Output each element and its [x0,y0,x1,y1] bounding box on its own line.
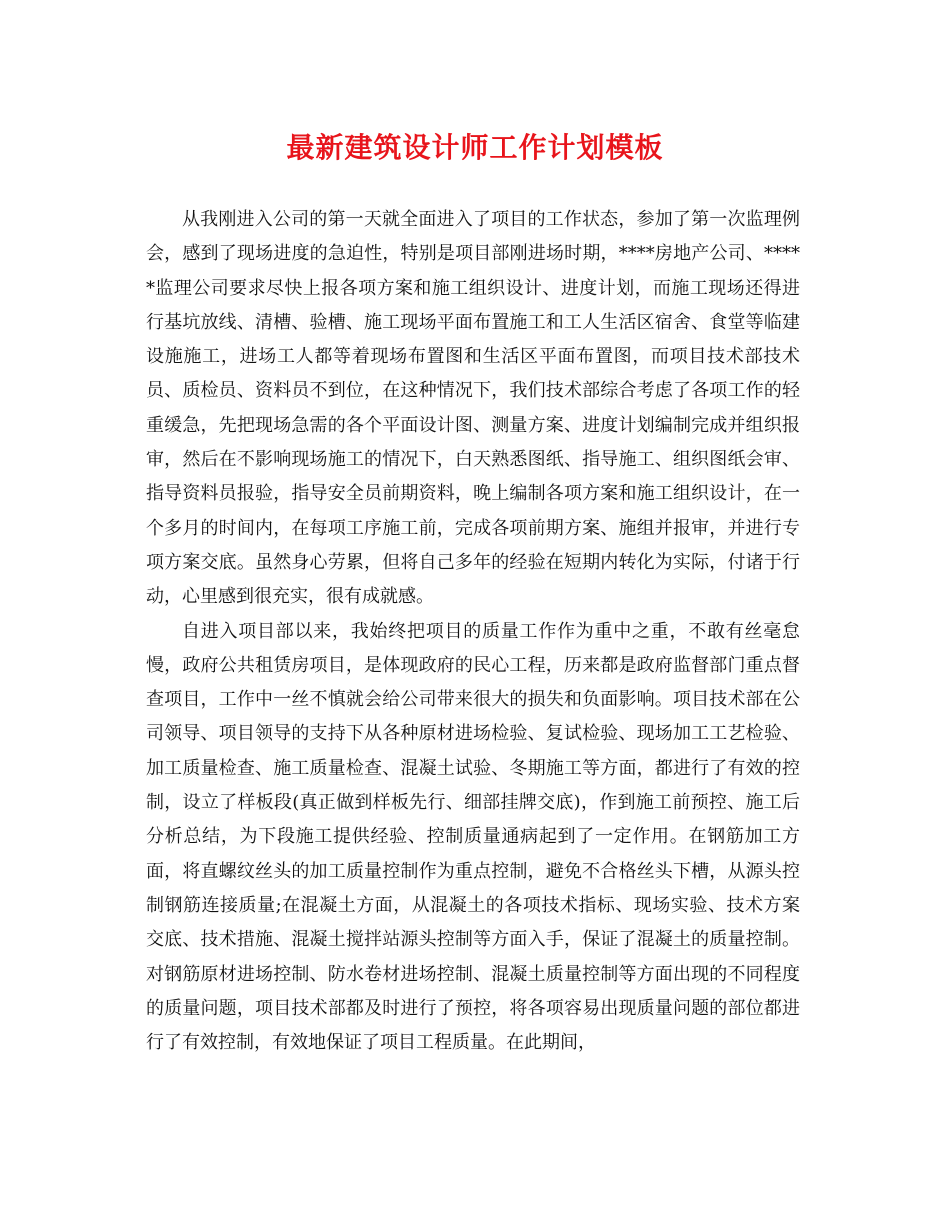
paragraph-1: 从我刚进入公司的第一天就全面进入了项目的工作状态，参加了第一次监理例会，感到了现场进度的急迫性，特别是项目部刚进场时期，****房地产公司、*****监理公司要求尽快上报各项方案和施工组织设计、进度计划，而施工现场还得进行基坑放线、清槽、验槽、施工现场平面布置施工和工人生活区宿舍、食堂等临建设施施工，进场工人都等着现场布置图和生活区平面布置图，而项目技术部技术员、质检员、资料员不到位，在这种情况下，我们技术部综合考虑了各项工作的轻重缓急，先把现场急需的各个平面设计图、测量方案、进度计划编制完成并组织报审，然后在不影响现场施工的情况下，白天熟悉图纸、指导施工、组织图纸会审、指导资料员报验，指导安全员前期资料，晚上编制各项方案和施工组织设计，在一个多月的时间内，在每项工序施工前，完成各项前期方案、施组并报审，并进行专项方案交底。虽然身心劳累，但将自己多年的经验在短期内转化为实际，付诸于行动，心里感到很充实，很有成就感。 [146,209,800,608]
document-title: 最新建筑设计师工作计划模板 [286,131,664,164]
document-body [146,203,800,1060]
paragraph-2: 自进入项目部以来，我始终把项目的质量工作作为重中之重，不敢有丝毫怠慢，政府公共租赁房项目，是体现政府的民心工程，历来都是政府监督部门重点督查项目，工作中一丝不慎就会给公司带来很大的损失和负面影响。项目技术部在公司领导、项目领导的支持下从各种原材进场检验、复试检验、现场加工工艺检验、加工质量检查、施工质量检查、混凝土试验、冬期施工等方面，都进行了有效的控制，设立了样板段(真正做到样板先行、细部挂牌交底)，作到施工前预控、施工后分析总结，为下段施工提供经验、控制质量通病起到了一定作用。在钢筋加工方面，将直螺纹丝头的加工质量控制作为重点控制，避免不合格丝头下槽，从源头控制钢筋连接质量;在混凝土方面，从混凝土的各项技术指标、现场实验、技术方案交底、技术措施、混凝土搅拌站源头控制等方面入手，保证了混凝土的质量控制。对钢筋原材进场控制、防水卷材进场控制、混凝土质量控制等方面出现的不同程度的质量问题，项目技术部都及时进行了预控，将各项容易出现质量问题的部位都进行了有效控制，有效地保证了项目工程质量。在此期间， [146,620,800,1054]
